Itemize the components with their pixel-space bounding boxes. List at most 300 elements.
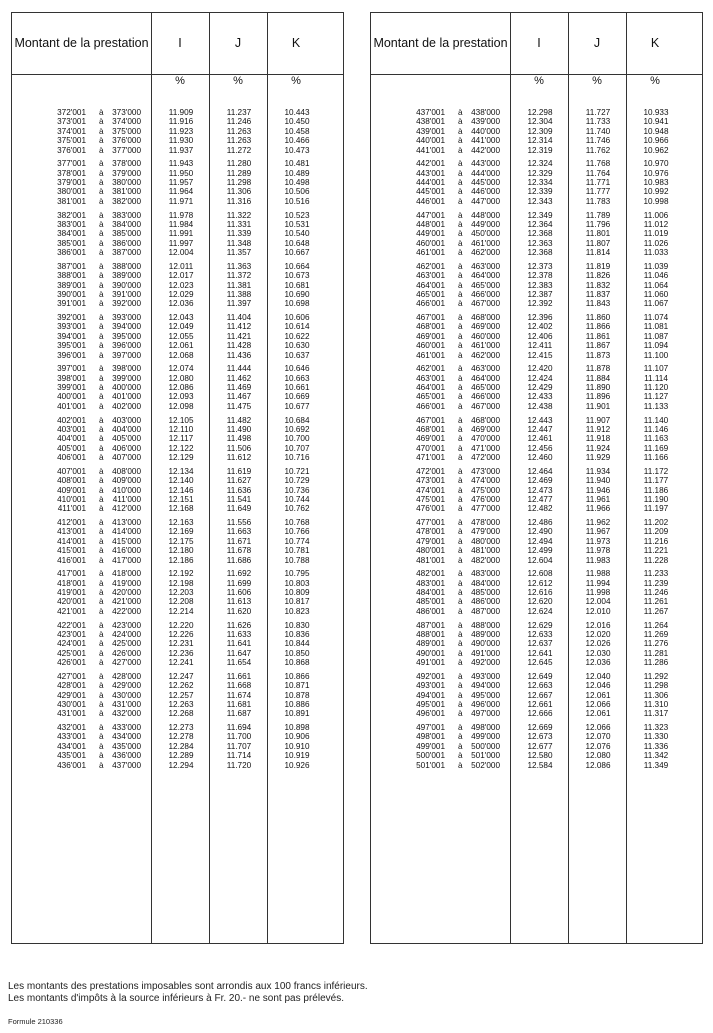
range-separator: à (458, 751, 463, 761)
rate-k: 10.871 (284, 681, 310, 691)
rate-j: 11.973 (585, 536, 611, 546)
rate-i: 12.134 (168, 466, 194, 476)
amount-to: 400'000 (112, 383, 141, 393)
amount-to: 396'000 (112, 341, 141, 351)
range-separator: à (458, 546, 463, 556)
amount-from: 410'001 (57, 494, 86, 504)
table-row (371, 649, 702, 658)
rate-k: 11.127 (643, 392, 669, 402)
rate-k: 10.622 (284, 331, 310, 341)
range-separator: à (99, 597, 104, 607)
table-row (371, 546, 702, 555)
amount-to: 431'000 (112, 699, 141, 709)
rate-j: 12.020 (585, 629, 611, 639)
rate-i: 12.464 (527, 466, 553, 476)
rate-i: 11.950 (168, 168, 194, 178)
range-separator: à (99, 578, 104, 588)
range-separator: à (458, 741, 463, 751)
amount-from: 473'001 (416, 476, 445, 486)
amount-from: 470'001 (416, 443, 445, 453)
range-separator: à (458, 709, 463, 719)
rate-i: 12.086 (168, 383, 194, 393)
range-separator: à (458, 126, 463, 136)
table-row (12, 537, 343, 546)
range-separator: à (458, 569, 463, 579)
rate-k: 10.630 (284, 341, 310, 351)
rate-i: 11.984 (168, 219, 194, 229)
amount-from: 498'001 (416, 732, 445, 742)
amount-to: 449'000 (471, 219, 500, 229)
rate-i: 12.667 (527, 690, 553, 700)
table-row (12, 197, 343, 206)
amount-from: 413'001 (57, 527, 86, 537)
rate-j: 11.819 (585, 261, 611, 271)
table-row (12, 691, 343, 700)
amount-from: 471'001 (416, 453, 445, 463)
rate-i: 12.110 (168, 424, 194, 434)
range-separator: à (99, 178, 104, 188)
table-row (371, 127, 702, 136)
amount-from: 481'001 (416, 555, 445, 565)
amount-from: 472'001 (416, 466, 445, 476)
rate-j: 11.498 (226, 434, 252, 444)
amount-to: 461'000 (471, 341, 500, 351)
amount-to: 465'000 (471, 280, 500, 290)
rate-j: 11.707 (226, 741, 252, 751)
table-row (371, 197, 702, 206)
table-row (371, 607, 702, 616)
amount-from: 392'001 (57, 313, 86, 322)
table-row (371, 658, 702, 667)
table-row (371, 467, 702, 476)
amount-to: 436'000 (112, 751, 141, 761)
rate-k: 10.698 (284, 299, 310, 309)
rate-i: 12.392 (527, 299, 553, 309)
table-row (371, 239, 702, 248)
table-row (371, 146, 702, 155)
amount-to: 376'000 (112, 136, 141, 146)
range-separator: à (99, 187, 104, 197)
range-separator: à (99, 271, 104, 281)
rate-i: 12.429 (527, 383, 553, 393)
rate-j: 11.363 (226, 261, 252, 271)
amount-to: 428'000 (112, 671, 141, 681)
amount-to: 476'000 (471, 494, 500, 504)
amount-to: 496'000 (471, 699, 500, 709)
amount-to: 434'000 (112, 732, 141, 742)
table-row (12, 504, 343, 513)
rate-k: 11.323 (643, 723, 669, 732)
amount-to: 501'000 (471, 751, 500, 761)
range-separator: à (458, 443, 463, 453)
rate-j: 12.026 (585, 639, 611, 649)
rate-i: 12.499 (527, 546, 553, 556)
rate-k: 11.064 (643, 280, 669, 290)
rate-k: 11.140 (643, 415, 669, 425)
rate-j: 11.983 (585, 555, 611, 565)
rate-j: 11.733 (585, 117, 611, 127)
amount-from: 383'001 (57, 219, 86, 229)
range-separator: à (458, 383, 463, 393)
rate-i: 11.937 (168, 145, 194, 155)
rate-i: 12.649 (527, 671, 553, 681)
rate-k: 11.342 (643, 751, 669, 761)
rate-j: 11.339 (226, 229, 252, 239)
rate-j: 12.080 (585, 751, 611, 761)
rate-i: 12.294 (168, 760, 194, 770)
amount-to: 483'000 (471, 569, 500, 579)
table-row (371, 299, 702, 308)
amount-from: 482'001 (416, 569, 445, 579)
table-row (12, 607, 343, 616)
amount-from: 438'001 (416, 117, 445, 127)
rate-j: 11.490 (226, 424, 252, 434)
range-separator: à (458, 597, 463, 607)
rate-j: 11.372 (226, 271, 252, 281)
row-group (12, 211, 343, 258)
rate-j: 11.316 (226, 196, 252, 206)
rate-j: 12.061 (585, 709, 611, 719)
rate-i: 12.415 (527, 350, 553, 360)
rate-i: 12.666 (527, 709, 553, 719)
amount-to: 424'000 (112, 629, 141, 639)
amount-from: 444'001 (416, 178, 445, 188)
rate-j: 11.620 (226, 606, 252, 616)
rate-k: 10.768 (284, 518, 310, 527)
amount-to: 468'000 (471, 415, 500, 425)
rate-j: 12.076 (585, 741, 611, 751)
rate-i: 12.447 (527, 424, 553, 434)
rate-k: 11.133 (643, 401, 669, 411)
rate-k: 10.992 (643, 187, 669, 197)
rate-k: 10.473 (284, 145, 310, 155)
rate-j: 11.687 (226, 709, 252, 719)
amount-to: 469'000 (471, 322, 500, 332)
range-separator: à (458, 210, 463, 220)
rate-j: 11.961 (585, 494, 611, 504)
rate-j: 11.482 (226, 415, 252, 425)
table-row (371, 672, 702, 681)
rate-table-left (11, 12, 344, 944)
amount-to: 389'000 (112, 271, 141, 281)
rate-j: 11.397 (226, 299, 252, 309)
rate-j: 11.263 (226, 136, 252, 146)
rate-k: 10.673 (284, 271, 310, 281)
range-separator: à (99, 289, 104, 299)
table-row (12, 374, 343, 383)
rate-k: 10.489 (284, 168, 310, 178)
range-separator: à (99, 681, 104, 691)
rate-i: 12.186 (168, 555, 194, 565)
table-row (12, 159, 343, 168)
rate-j: 11.700 (226, 732, 252, 742)
rate-k: 11.267 (643, 606, 669, 616)
table-row (371, 341, 702, 350)
rate-i: 12.486 (527, 518, 553, 527)
rate-j: 11.322 (226, 210, 252, 220)
table-row (12, 108, 343, 117)
table-row (371, 211, 702, 220)
amount-to: 406'000 (112, 443, 141, 453)
amount-from: 475'001 (416, 494, 445, 504)
range-separator: à (99, 261, 104, 271)
rate-i: 11.997 (168, 238, 194, 248)
rate-i: 12.098 (168, 401, 194, 411)
rate-i: 12.036 (168, 299, 194, 309)
range-separator: à (99, 527, 104, 537)
header-col-k: K (650, 36, 660, 50)
table-row (371, 220, 702, 229)
amount-from: 497'001 (416, 723, 445, 732)
range-separator: à (458, 289, 463, 299)
rate-k: 10.866 (284, 671, 310, 681)
range-separator: à (99, 536, 104, 546)
range-separator: à (99, 620, 104, 630)
amount-to: 480'000 (471, 536, 500, 546)
rate-k: 10.795 (284, 569, 310, 579)
amount-from: 391'001 (57, 299, 86, 309)
amount-from: 381'001 (57, 196, 86, 206)
amount-from: 494'001 (416, 690, 445, 700)
table-row (371, 639, 702, 648)
row-group (371, 364, 702, 411)
rate-k: 10.458 (284, 126, 310, 136)
rate-i: 12.387 (527, 289, 553, 299)
amount-from: 411'001 (57, 504, 86, 514)
rate-j: 11.348 (226, 238, 252, 248)
rate-j: 11.619 (226, 466, 252, 476)
rate-i: 12.383 (527, 280, 553, 290)
amount-from: 387'001 (57, 261, 86, 271)
rate-k: 11.221 (643, 546, 669, 556)
rate-j: 11.541 (226, 494, 252, 504)
amount-to: 464'000 (471, 373, 500, 383)
rate-k: 11.046 (643, 271, 669, 281)
range-separator: à (458, 341, 463, 351)
rate-k: 10.878 (284, 690, 310, 700)
rate-j: 11.692 (226, 569, 252, 579)
table-row (12, 518, 343, 527)
rate-k: 10.830 (284, 620, 310, 630)
amount-from: 434'001 (57, 741, 86, 751)
rate-j: 12.066 (585, 699, 611, 709)
amount-from: 394'001 (57, 331, 86, 341)
table-row (371, 271, 702, 280)
range-separator: à (458, 117, 463, 127)
table-row (371, 332, 702, 341)
rate-j: 11.647 (226, 648, 252, 658)
amount-to: 426'000 (112, 648, 141, 658)
amount-to: 414'000 (112, 527, 141, 537)
range-separator: à (99, 751, 104, 761)
row-group (12, 364, 343, 411)
amount-to: 466'000 (471, 289, 500, 299)
range-separator: à (458, 648, 463, 658)
rate-i: 12.273 (168, 723, 194, 732)
rate-j: 11.918 (585, 434, 611, 444)
rate-i: 12.151 (168, 494, 194, 504)
rate-i: 12.608 (527, 569, 553, 579)
range-separator: à (458, 434, 463, 444)
rate-j: 11.934 (585, 466, 611, 476)
rate-i: 12.168 (168, 504, 194, 514)
rate-k: 11.186 (643, 485, 669, 495)
amount-from: 421'001 (57, 606, 86, 616)
table-row (371, 392, 702, 401)
rate-j: 11.444 (226, 364, 252, 374)
rate-i: 12.443 (527, 415, 553, 425)
range-separator: à (458, 476, 463, 486)
rate-k: 11.120 (643, 383, 669, 393)
range-separator: à (458, 196, 463, 206)
amount-to: 415'000 (112, 536, 141, 546)
range-separator: à (99, 299, 104, 309)
row-group (12, 313, 343, 360)
rate-i: 12.257 (168, 690, 194, 700)
table-row (12, 495, 343, 504)
amount-to: 462'000 (471, 248, 500, 258)
rate-i: 12.494 (527, 536, 553, 546)
rate-k: 10.891 (284, 709, 310, 719)
rate-i: 12.061 (168, 341, 194, 351)
amount-from: 396'001 (57, 350, 86, 360)
table-row (371, 434, 702, 443)
amount-to: 463'000 (471, 364, 500, 374)
amount-from: 406'001 (57, 453, 86, 463)
rate-k: 11.163 (643, 434, 669, 444)
amount-from: 431'001 (57, 709, 86, 719)
rate-j: 11.306 (226, 187, 252, 197)
amount-to: 379'000 (112, 168, 141, 178)
range-separator: à (458, 299, 463, 309)
amount-to: 448'000 (471, 210, 500, 220)
table-row (12, 187, 343, 196)
amount-to: 460'000 (471, 331, 500, 341)
table-row (12, 700, 343, 709)
rate-k: 10.692 (284, 424, 310, 434)
range-separator: à (99, 569, 104, 579)
rate-i: 12.284 (168, 741, 194, 751)
rate-k: 10.823 (284, 606, 310, 616)
amount-from: 389'001 (57, 280, 86, 290)
range-separator: à (99, 434, 104, 444)
rate-k: 11.286 (643, 658, 669, 668)
amount-to: 390'000 (112, 280, 141, 290)
rate-k: 11.310 (643, 699, 669, 709)
amount-from: 460'001 (416, 341, 445, 351)
amount-from: 414'001 (57, 536, 86, 546)
amount-to: 486'000 (471, 597, 500, 607)
range-separator: à (99, 504, 104, 514)
table-row (12, 453, 343, 462)
rate-j: 11.929 (585, 453, 611, 463)
table-row (12, 248, 343, 257)
range-separator: à (458, 280, 463, 290)
range-separator: à (99, 648, 104, 658)
amount-to: 447'000 (471, 196, 500, 206)
amount-to: 469'000 (471, 424, 500, 434)
amount-from: 399'001 (57, 383, 86, 393)
rate-j: 11.998 (585, 588, 611, 598)
table-row (12, 546, 343, 555)
rate-j: 11.681 (226, 699, 252, 709)
table-row (12, 178, 343, 187)
range-separator: à (99, 145, 104, 155)
table-row (12, 527, 343, 536)
table-row (371, 351, 702, 360)
rate-j: 11.764 (585, 168, 611, 178)
rate-k: 10.766 (284, 527, 310, 537)
amount-to: 500'000 (471, 741, 500, 751)
rate-k: 11.330 (643, 732, 669, 742)
amount-from: 468'001 (416, 322, 445, 332)
table-row (371, 495, 702, 504)
rate-j: 11.807 (585, 238, 611, 248)
rate-k: 10.684 (284, 415, 310, 425)
rate-j: 12.030 (585, 648, 611, 658)
range-separator: à (458, 527, 463, 537)
amount-to: 423'000 (112, 620, 141, 630)
range-separator: à (458, 364, 463, 374)
rate-i: 12.298 (527, 108, 553, 117)
rate-k: 11.246 (643, 588, 669, 598)
rate-k: 10.910 (284, 741, 310, 751)
rate-i: 12.612 (527, 578, 553, 588)
table-row (371, 556, 702, 565)
rate-i: 12.343 (527, 196, 553, 206)
amount-to: 391'000 (112, 289, 141, 299)
rate-k: 10.677 (284, 401, 310, 411)
table-row (371, 588, 702, 597)
range-separator: à (458, 187, 463, 197)
amount-from: 374'001 (57, 126, 86, 136)
range-separator: à (99, 313, 104, 322)
rate-j: 11.740 (585, 126, 611, 136)
rate-j: 11.720 (226, 760, 252, 770)
amount-to: 498'000 (471, 723, 500, 732)
rate-k: 10.906 (284, 732, 310, 742)
rate-j: 11.873 (585, 350, 611, 360)
row-group (12, 569, 343, 616)
table-row (12, 383, 343, 392)
rate-k: 10.919 (284, 751, 310, 761)
amount-from: 415'001 (57, 546, 86, 556)
amount-from: 435'001 (57, 751, 86, 761)
amount-from: 400'001 (57, 392, 86, 402)
table-row (12, 621, 343, 630)
rate-k: 10.836 (284, 629, 310, 639)
range-separator: à (99, 741, 104, 751)
rate-i: 12.208 (168, 597, 194, 607)
range-separator: à (458, 145, 463, 155)
range-separator: à (99, 331, 104, 341)
amount-from: 478'001 (416, 527, 445, 537)
rate-j: 12.016 (585, 620, 611, 630)
amount-from: 430'001 (57, 699, 86, 709)
amount-from: 446'001 (416, 196, 445, 206)
rate-i: 12.661 (527, 699, 553, 709)
amount-from: 476'001 (416, 504, 445, 514)
rate-j: 11.633 (226, 629, 252, 639)
rate-j: 11.890 (585, 383, 611, 393)
rate-k: 10.681 (284, 280, 310, 290)
amount-from: 485'001 (416, 597, 445, 607)
rate-i: 12.663 (527, 681, 553, 691)
amount-from: 417'001 (57, 569, 86, 579)
amount-to: 493'000 (471, 671, 500, 681)
range-separator: à (99, 606, 104, 616)
rate-j: 11.237 (226, 108, 252, 117)
